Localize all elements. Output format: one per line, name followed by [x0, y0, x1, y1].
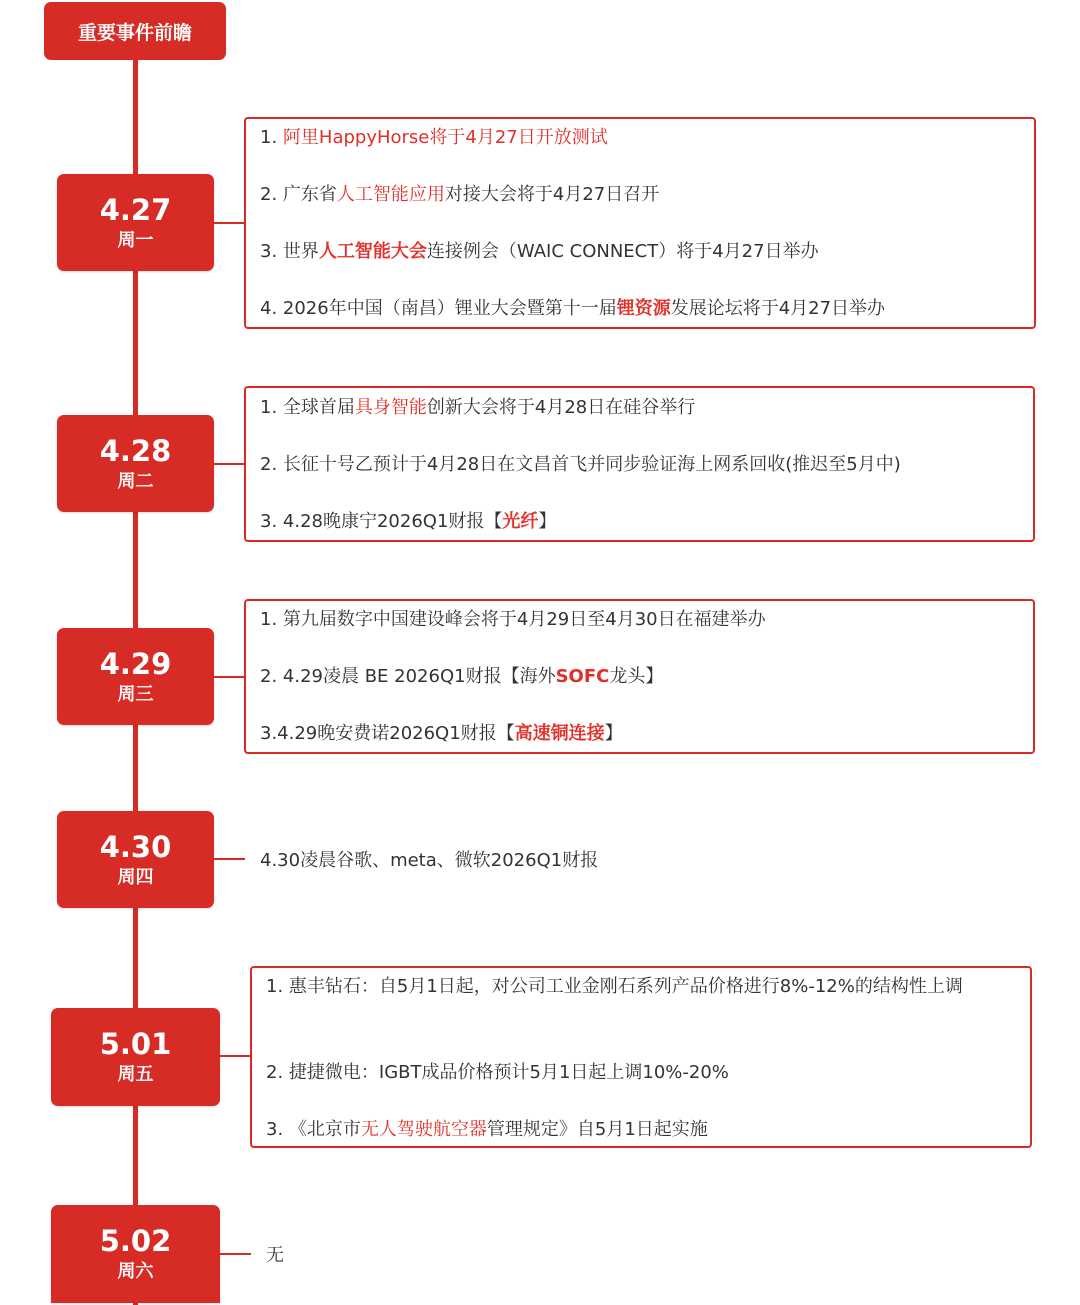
- event-text: 发展论坛将于4月27日举办: [670, 298, 886, 319]
- event-item: [266, 1241, 284, 1270]
- event-item: [260, 719, 1019, 748]
- weekday-label: 周二: [117, 470, 154, 492]
- event-text: 3. 《北京市: [266, 1119, 361, 1140]
- event-text: 管理规定》自5月1日起实施: [486, 1119, 708, 1140]
- date-badge-0501: [51, 1008, 220, 1106]
- date-badge-0428: [57, 415, 214, 512]
- event-item: [260, 605, 1019, 634]
- event-text: 创新大会将于4月28日在硅谷举行: [426, 397, 696, 418]
- date-badge-0429: [57, 628, 214, 725]
- event-text: 3. 4.28晚康宁2026Q1财报【: [260, 511, 503, 532]
- event-text: 4. 2026年中国（南昌）锂业大会暨第十一届: [260, 298, 617, 319]
- event-text: 2. 广东省: [260, 184, 337, 205]
- event-text: 2. 4.29凌晨 BE 2026Q1财报【海外: [260, 666, 556, 687]
- date-label: 5.02: [99, 1224, 172, 1258]
- date-label: 4.28: [99, 433, 172, 468]
- page-title: 重要事件前瞻: [77, 21, 192, 44]
- event-text: 3.4.29晚安费诺2026Q1财报【: [260, 723, 515, 744]
- weekday-label: 周五: [117, 1064, 154, 1085]
- event-box-0427: [244, 117, 1036, 329]
- weekday-label: 周六: [117, 1261, 154, 1282]
- event-text: 无: [266, 1245, 284, 1266]
- highlight-text: 人工智能应用: [336, 184, 445, 205]
- event-box-0501: [250, 966, 1032, 1148]
- event-text: 1. 全球首届: [260, 397, 355, 418]
- event-item: [266, 1058, 1016, 1087]
- event-text: 2. 捷捷微电：IGBT成品价格预计5月1日起上调10%-20%: [266, 1062, 729, 1083]
- highlight-text: 锂资源: [616, 298, 671, 319]
- event-text: 连接例会（WAIC CONNECT）将于4月27日举办: [426, 241, 819, 262]
- highlight-text: 具身智能: [354, 397, 427, 418]
- connector-line: [220, 1055, 251, 1057]
- event-item: [260, 393, 1019, 422]
- connector-line: [214, 676, 245, 678]
- event-item: [260, 123, 1020, 152]
- event-item: [260, 450, 1019, 479]
- date-label: 4.29: [99, 646, 172, 681]
- highlight-text: 高速铜连接: [514, 723, 605, 744]
- event-text: 龙头】: [609, 666, 664, 687]
- event-text: 】: [538, 511, 557, 532]
- event-item: [266, 1115, 1016, 1144]
- date-badge-0427: [57, 174, 214, 271]
- event-box-0429: [244, 599, 1035, 754]
- connector-line: [220, 1253, 251, 1255]
- event-item: [266, 972, 1016, 1001]
- event-text: 】: [604, 723, 623, 744]
- event-item: [260, 237, 1020, 266]
- header-badge: [44, 2, 226, 60]
- highlight-text: 无人驾驶航空器: [360, 1119, 487, 1140]
- date-label: 5.01: [99, 1027, 172, 1061]
- event-item: [260, 180, 1020, 209]
- date-badge-0430: [57, 811, 214, 908]
- event-item: [260, 662, 1019, 691]
- event-text: 对接大会将于4月27日召开: [444, 184, 660, 205]
- highlight-text: 光纤: [502, 511, 539, 532]
- highlight-text: SOFC: [555, 666, 610, 687]
- date-label: 4.27: [99, 192, 172, 227]
- event-text: 3. 世界: [260, 241, 319, 262]
- connector-line: [214, 858, 245, 860]
- event-box-0428: [244, 386, 1035, 542]
- date-label: 4.30: [99, 829, 172, 864]
- event-text: 1. 惠丰钻石：自5月1日起，对公司工业金刚石系列产品价格进行8%-12%的结构性上调: [266, 976, 963, 997]
- connector-line: [214, 222, 245, 224]
- event-item: [260, 846, 598, 875]
- highlight-text: 人工智能大会: [318, 241, 427, 262]
- event-item: [260, 507, 1019, 536]
- event-text: 4.30凌晨谷歌、meta、微软2026Q1财报: [260, 850, 599, 871]
- date-badge-0502: [51, 1205, 220, 1303]
- event-item: [260, 294, 1020, 323]
- connector-line: [214, 463, 245, 465]
- weekday-label: 周四: [117, 866, 154, 888]
- weekday-label: 周一: [117, 229, 154, 251]
- event-text: 2. 长征十号乙预计于4月28日在文昌首飞并同步验证海上网系回收(推迟至5月中): [260, 454, 901, 475]
- event-text: 1. 第九届数字中国建设峰会将于4月29日至4月30日在福建举办: [260, 609, 766, 630]
- weekday-label: 周三: [117, 683, 154, 705]
- event-text: 1.: [260, 127, 283, 148]
- highlight-text: 阿里HappyHorse将于4月27日开放测试: [282, 127, 608, 148]
